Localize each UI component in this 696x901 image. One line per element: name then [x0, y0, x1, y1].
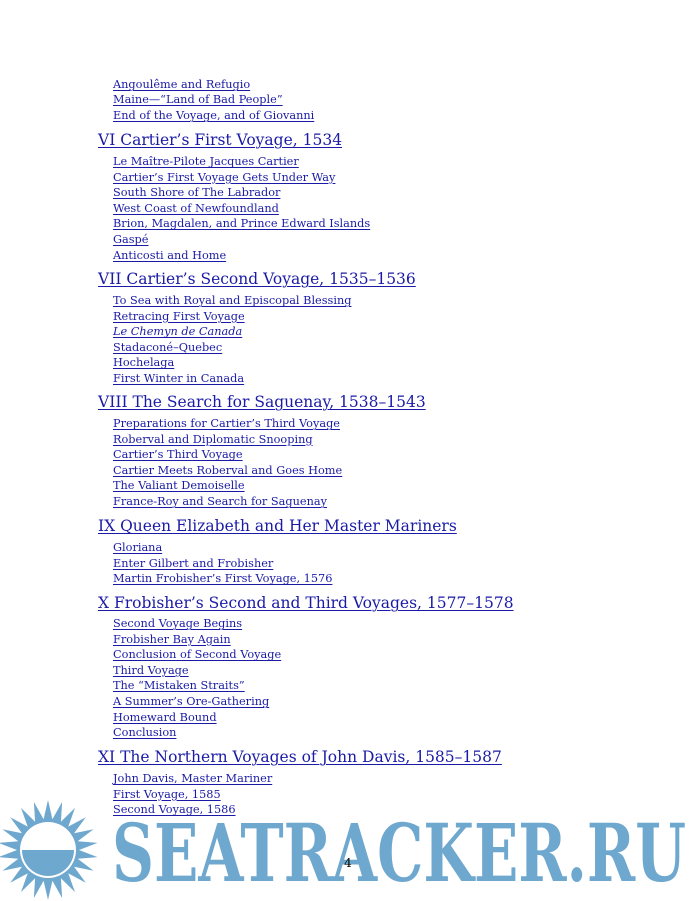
toc-chapter-heading[interactable]: IX Queen Elizabeth and Her Master Mariners — [98, 517, 457, 535]
toc-entry[interactable]: The “Mistaken Straits” — [113, 679, 245, 693]
toc-entry[interactable]: Homeward Bound — [113, 710, 217, 724]
toc-entry[interactable]: Preparations for Cartier’s Third Voyage — [113, 417, 340, 430]
page-number: 4 — [344, 856, 352, 870]
toc-entry[interactable]: John Davis, Master Mariner — [113, 772, 273, 785]
toc-entry[interactable]: West Coast of Newfoundland — [113, 201, 279, 215]
toc-entry[interactable]: Hochelaga — [113, 356, 175, 370]
toc-entry[interactable]: Brion, Magdalen, and Prince Edward Islands — [113, 217, 371, 231]
toc-entry[interactable]: End of the Voyage, and of Giovanni — [113, 109, 315, 122]
toc-chapter-heading[interactable]: X Frobisher’s Second and Third Voyages, 1577–1578 — [98, 594, 514, 612]
toc-entry[interactable]: Conclusion of Second Voyage — [113, 648, 282, 662]
toc-entry[interactable]: Frobisher Bay Again — [113, 632, 231, 646]
toc-entry[interactable]: Martin Frobisher’s First Voyage, 1576 — [113, 572, 333, 586]
toc-chapter-heading[interactable]: VI Cartier’s First Voyage, 1534 — [98, 131, 343, 149]
toc-entry[interactable]: Retracing First Voyage — [113, 309, 245, 323]
toc-entry[interactable]: Second Voyage, 1586 — [113, 803, 236, 817]
sun-icon — [0, 800, 98, 900]
toc-entry[interactable]: Le Chemyn de Canada — [113, 325, 243, 339]
toc-chapter-heading[interactable]: VII Cartier’s Second Voyage, 1535–1536 — [98, 270, 416, 288]
toc-entry[interactable]: To Sea with Royal and Episcopal Blessing — [113, 294, 352, 307]
toc-entry[interactable]: First Voyage, 1585 — [113, 787, 221, 801]
toc-entry[interactable]: The Valiant Demoiselle — [113, 479, 245, 493]
watermark-text: SEATRACKER.RU — [112, 806, 686, 900]
toc-entry[interactable]: Cartier’s Third Voyage — [113, 448, 243, 462]
toc-entry[interactable]: Cartier’s First Voyage Gets Under Way — [113, 170, 336, 184]
toc-entry[interactable]: Enter Gilbert and Frobisher — [113, 556, 274, 570]
toc-entry[interactable]: Gaspé — [113, 233, 149, 246]
toc-entry[interactable]: Le Maître-Pilote Jacques Cartier — [113, 155, 299, 168]
toc-entry[interactable]: Cartier Meets Roberval and Goes Home — [113, 463, 343, 477]
toc-entry[interactable]: Stadaconé–Quebec — [113, 340, 223, 354]
toc-entry[interactable]: A Summer’s Ore-Gathering — [113, 695, 270, 708]
toc-entry[interactable]: Maine—“Land of Bad People” — [113, 93, 283, 106]
toc-entry[interactable]: Gloriana — [113, 541, 163, 554]
toc-entry[interactable]: Angoulême and Refugio — [113, 78, 251, 91]
toc-entry[interactable]: Conclusion — [113, 726, 177, 740]
toc-chapter-heading[interactable]: VIII The Search for Saguenay, 1538–1543 — [98, 393, 426, 411]
toc-entry[interactable]: France-Roy and Search for Saguenay — [113, 495, 327, 508]
toc-entry[interactable]: Third Voyage — [113, 663, 189, 677]
toc-entry[interactable]: Second Voyage Begins — [113, 617, 243, 630]
toc-entry[interactable]: South Shore of The Labrador — [113, 186, 281, 200]
toc-chapter-heading[interactable]: XI The Northern Voyages of John Davis, 1585–1587 — [98, 748, 502, 766]
toc-entry[interactable]: First Winter in Canada — [113, 372, 245, 385]
watermark — [0, 795, 696, 901]
toc-entry[interactable]: Roberval and Diplomatic Snooping — [113, 432, 313, 446]
toc-entry[interactable]: Anticosti and Home — [113, 248, 227, 262]
